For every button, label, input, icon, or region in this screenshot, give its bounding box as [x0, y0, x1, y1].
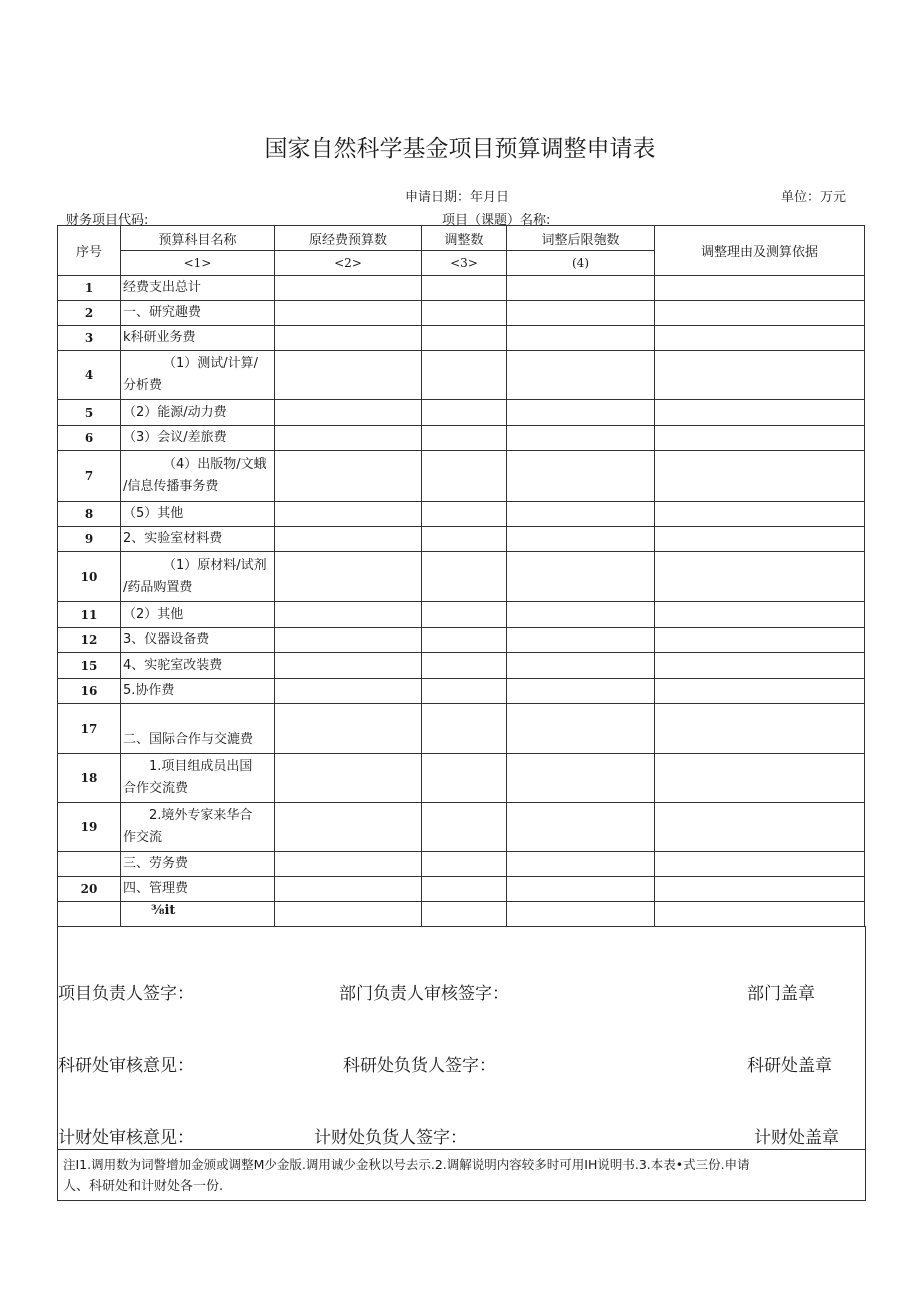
original-cell[interactable]	[275, 351, 422, 400]
adjust-cell[interactable]	[422, 552, 507, 602]
reason-cell[interactable]	[655, 653, 865, 679]
row-name	[121, 754, 275, 803]
row-name	[121, 552, 275, 602]
table-row	[58, 877, 865, 902]
apply-date: 申请日期：年月日	[405, 190, 510, 205]
row-name-line1: 2.境外专家来华合	[149, 808, 253, 823]
reason-cell[interactable]	[655, 803, 865, 852]
reason-cell[interactable]	[655, 628, 865, 653]
after-cell[interactable]	[507, 301, 655, 326]
row-name: 三、劳务费	[121, 852, 275, 877]
table-row	[58, 426, 865, 451]
reason-cell[interactable]	[655, 877, 865, 902]
table-row	[58, 679, 865, 704]
reason-cell[interactable]	[655, 326, 865, 351]
row-name-line2: /药品购置费	[123, 579, 193, 595]
reason-cell[interactable]	[655, 552, 865, 602]
adjust-cell[interactable]	[422, 351, 507, 400]
adjust-cell[interactable]	[422, 679, 507, 704]
row-name: 经费支出总计	[121, 276, 275, 301]
row-no: 12	[58, 628, 121, 653]
footnote-line2: 人、科研处和计财处各一份.	[63, 1179, 224, 1194]
budget-table	[57, 225, 865, 927]
adjust-cell[interactable]	[422, 276, 507, 301]
adjust-cell[interactable]	[422, 803, 507, 852]
after-cell[interactable]	[507, 602, 655, 628]
finance-code-label: 财务项目代码:	[66, 213, 149, 228]
row-name-line2: 合作交流费	[123, 781, 189, 796]
row-name-line1: （4）出版物/文蛾	[163, 457, 267, 472]
adjust-cell[interactable]	[422, 301, 507, 326]
row-name	[121, 451, 275, 502]
row-no: 5	[58, 400, 121, 426]
table-row	[58, 552, 865, 602]
row-name-line2: /信息传播事务费	[123, 479, 219, 494]
row-no: 7	[58, 451, 121, 502]
original-cell[interactable]	[275, 902, 422, 927]
footnote	[57, 1149, 866, 1201]
signature-row-research	[57, 1001, 866, 1076]
after-cell[interactable]	[507, 877, 655, 902]
table-row	[58, 276, 865, 301]
original-cell[interactable]	[275, 877, 422, 902]
row-name: （2）其他	[121, 602, 275, 628]
after-cell[interactable]	[507, 527, 655, 552]
row-no: 11	[58, 602, 121, 628]
original-cell[interactable]	[275, 704, 422, 754]
reason-cell[interactable]	[655, 351, 865, 400]
table-row	[58, 754, 865, 803]
after-cell[interactable]	[507, 502, 655, 527]
original-cell[interactable]	[275, 602, 422, 628]
project-name-label: 项目（课题）名称:	[442, 213, 551, 228]
table-row	[58, 527, 865, 552]
reason-cell[interactable]	[655, 527, 865, 552]
after-cell[interactable]	[507, 704, 655, 754]
row-name	[121, 803, 275, 852]
finance-office-signature-label: 计财处负货人签字：	[314, 1128, 467, 1148]
after-cell[interactable]	[507, 426, 655, 451]
row-name: （3）会议/差旅费	[121, 426, 275, 451]
row-name: 3、仪器设备费	[121, 628, 275, 653]
reason-cell[interactable]	[655, 276, 865, 301]
table-row	[58, 502, 865, 527]
row-no: 4	[58, 351, 121, 400]
table-row	[58, 902, 865, 927]
row-name: 四、管理费	[121, 877, 275, 902]
row-name: 二、国际合作与交漉费	[121, 704, 275, 754]
row-name: 5.协作费	[121, 679, 275, 704]
row-no: 10	[58, 552, 121, 602]
subheader-item: <1>	[121, 251, 275, 276]
original-cell[interactable]	[275, 653, 422, 679]
unit-label: 单位：万元	[781, 190, 847, 205]
table-row	[58, 351, 865, 400]
adjust-cell[interactable]	[422, 704, 507, 754]
row-no: 8	[58, 502, 121, 527]
research-office-seal-label: 科研处盖章	[747, 1056, 832, 1076]
reason-cell[interactable]	[655, 704, 865, 754]
adjust-cell[interactable]	[422, 754, 507, 803]
after-cell[interactable]	[507, 803, 655, 852]
row-name-line1: （1）原材料/试剂	[163, 557, 267, 573]
row-name-line1: （1）测试/计算/	[163, 356, 259, 371]
reason-cell[interactable]	[655, 679, 865, 704]
row-name: ⅜it	[121, 902, 275, 927]
adjust-cell[interactable]	[422, 852, 507, 877]
adjust-cell[interactable]	[422, 426, 507, 451]
row-no: 1	[58, 276, 121, 301]
table-row	[58, 852, 865, 877]
after-cell[interactable]	[507, 628, 655, 653]
adjust-cell[interactable]	[422, 451, 507, 502]
original-cell[interactable]	[275, 451, 422, 502]
header-reason: 调整理由及测算依据	[655, 226, 865, 276]
reason-cell[interactable]	[655, 502, 865, 527]
original-cell[interactable]	[275, 400, 422, 426]
header-adjust: 调整数	[422, 226, 507, 251]
row-no	[58, 902, 121, 927]
row-no: 3	[58, 326, 121, 351]
original-cell[interactable]	[275, 527, 422, 552]
finance-office-seal-label: 计财处盖章	[754, 1128, 839, 1148]
row-no: 17	[58, 704, 121, 754]
table-row	[58, 653, 865, 679]
table-row	[58, 451, 865, 502]
adjust-cell[interactable]	[422, 326, 507, 351]
adjust-cell[interactable]	[422, 653, 507, 679]
header-after: 词整后限匏数	[507, 226, 655, 251]
reason-cell[interactable]	[655, 451, 865, 502]
adjust-cell[interactable]	[422, 527, 507, 552]
page-title: 国家自然科学基金项目预算调整申请表	[264, 136, 656, 162]
subheader-original: <2>	[275, 251, 422, 276]
row-name: 一、研究趣费	[121, 301, 275, 326]
row-no: 15	[58, 653, 121, 679]
after-cell[interactable]	[507, 400, 655, 426]
row-name: （5）其他	[121, 502, 275, 527]
after-cell[interactable]	[507, 276, 655, 301]
original-cell[interactable]	[275, 852, 422, 877]
after-cell[interactable]	[507, 351, 655, 400]
row-name: （2）能源/动力费	[121, 400, 275, 426]
finance-office-opinion-label: 计财处审核意见：	[58, 1128, 194, 1148]
after-cell[interactable]	[507, 326, 655, 351]
dept-seal-label: 部门盖章	[747, 984, 815, 1004]
after-cell[interactable]	[507, 754, 655, 803]
original-cell[interactable]	[275, 426, 422, 451]
original-cell[interactable]	[275, 326, 422, 351]
table-row	[58, 803, 865, 852]
after-cell[interactable]	[507, 451, 655, 502]
row-name: 2、实验室材料费	[121, 527, 275, 552]
header-item: 预算科目名称	[121, 226, 275, 251]
reason-cell[interactable]	[655, 754, 865, 803]
original-cell[interactable]	[275, 502, 422, 527]
table-row	[58, 628, 865, 653]
original-cell[interactable]	[275, 679, 422, 704]
project-leader-signature-label: 项目负责人签字：	[58, 984, 194, 1004]
footnote-line1: 注I1.调用数为词瞥增加金颁或调整M少金版.调用诚少金秋以号去示.2.调解说明内容较多时可用IH说明书.3.本表•式三份.申请	[63, 1157, 750, 1172]
original-cell[interactable]	[275, 754, 422, 803]
reason-cell[interactable]	[655, 400, 865, 426]
signature-row-finance	[57, 1076, 866, 1149]
table-row	[58, 301, 865, 326]
adjust-cell[interactable]	[422, 502, 507, 527]
original-cell[interactable]	[275, 276, 422, 301]
reason-cell[interactable]	[655, 902, 865, 927]
adjust-cell[interactable]	[422, 877, 507, 902]
row-no: 18	[58, 754, 121, 803]
header-original: 原经费预算数	[275, 226, 422, 251]
research-office-opinion-label: 科研处审核意见：	[58, 1056, 194, 1076]
table-row	[58, 602, 865, 628]
adjust-cell[interactable]	[422, 602, 507, 628]
dept-head-signature-label: 部门负责人审核签字：	[339, 984, 509, 1004]
original-cell[interactable]	[275, 628, 422, 653]
table-row	[58, 704, 865, 754]
reason-cell[interactable]	[655, 602, 865, 628]
original-cell[interactable]	[275, 552, 422, 602]
row-no: 19	[58, 803, 121, 852]
table-row	[58, 400, 865, 426]
after-cell[interactable]	[507, 852, 655, 877]
row-name: 4、实驼室改装费	[121, 653, 275, 679]
row-no: 6	[58, 426, 121, 451]
original-cell[interactable]	[275, 803, 422, 852]
research-office-signature-label: 科研处负货人签字：	[343, 1056, 496, 1076]
table-row	[58, 326, 865, 351]
row-name-line2: 作交流	[123, 830, 163, 845]
reason-cell[interactable]	[655, 301, 865, 326]
row-name	[121, 351, 275, 400]
reason-cell[interactable]	[655, 426, 865, 451]
header-seq: 序号	[58, 226, 121, 276]
row-no: 20	[58, 877, 121, 902]
row-no: 9	[58, 527, 121, 552]
after-cell[interactable]	[507, 653, 655, 679]
subheader-adjust: <3>	[422, 251, 507, 276]
reason-cell[interactable]	[655, 852, 865, 877]
row-name-line2: 分析费	[123, 378, 163, 393]
adjust-cell[interactable]	[422, 902, 507, 927]
adjust-cell[interactable]	[422, 400, 507, 426]
signature-row-project	[57, 926, 866, 1004]
original-cell[interactable]	[275, 301, 422, 326]
subheader-after: (4)	[507, 251, 655, 276]
after-cell[interactable]	[507, 552, 655, 602]
row-name: k科研业务费	[121, 326, 275, 351]
adjust-cell[interactable]	[422, 628, 507, 653]
row-no: 2	[58, 301, 121, 326]
after-cell[interactable]	[507, 902, 655, 927]
row-name-line1: 1.项目组成员出国	[149, 759, 253, 774]
row-no	[58, 852, 121, 877]
after-cell[interactable]	[507, 679, 655, 704]
row-no: 16	[58, 679, 121, 704]
